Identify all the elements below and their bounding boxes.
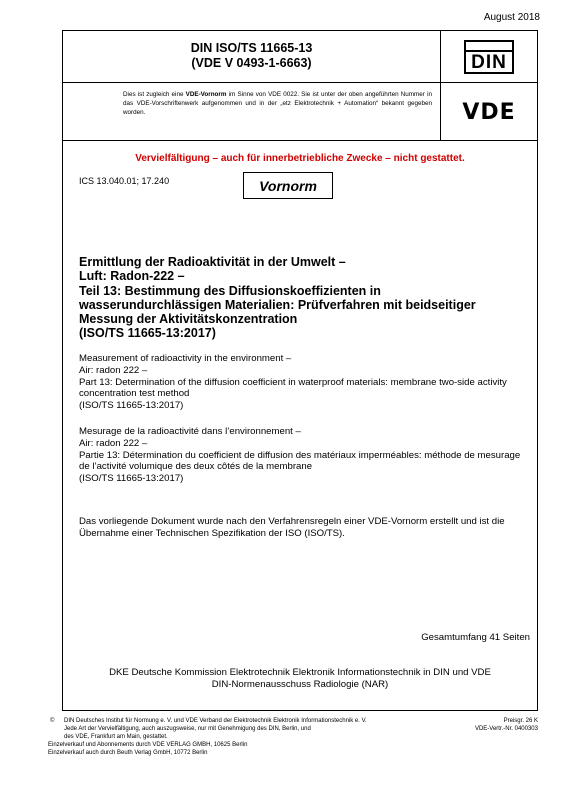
status-badge: Vornorm [243,172,333,199]
title-english [79,353,531,412]
sales-line: Einzelverkauf und Abonnements durch VDE VERLAG GMBH, 10625 Berlin [48,742,248,748]
vde-note-bold: VDE-Vornorm [185,91,227,98]
title-french [79,426,531,485]
din-logo [464,40,514,74]
copyright-line: des VDE, Frankfurt am Main, gestattet. [64,734,168,740]
committee-line: DIN-Normenausschuss Radiologie (NAR) [211,679,389,690]
issue-date: August 2018 [483,12,540,23]
copyright-line [48,717,428,725]
title-fr-line: Partie 13: Détermination du coefficient de diffusion des matériaux imperméables: méthode de mesurage de l’activité volumique des deux côtés de la membrane [79,449,521,473]
title-fr-line: Air: radon 222 – [79,437,148,449]
title-german [79,255,529,341]
title-en-line: Measurement of radioactivity in the environment – [79,353,292,364]
copyright-icon: © [50,718,55,724]
title-de-line: Messung der Aktivitätskonzentration [79,312,298,327]
vde-number: (VDE V 0493-1-6663) [191,56,312,70]
vde-note-prefix: Dies ist zugleich eine [123,91,186,98]
title-de-line: Luft: Radon-222 – [79,269,185,284]
title-en-line: Part 13: Determination of the diffusion coefficient in waterproof materials: membrane two-side activity concentration test method [79,376,507,400]
copyright-text: DIN Deutsches Institut für Normung e. V. und VDE Verband der Elektrotechnik Elektronik Informationstechnik e. V. [64,718,367,724]
din-logo-text: DIN [471,52,507,73]
header-row-note [63,83,537,141]
price-group: Preisgr. 26 K [503,718,538,724]
title-fr-line: Mesurage de la radioactivité dans l’environnement – [79,426,301,437]
standard-number: DIN ISO/TS 11665-13 [190,41,313,55]
sales-line: Einzelverkauf auch durch Beuth Verlag GmbH, 10772 Berlin [48,750,208,756]
vde-note [63,83,441,141]
committee-block [63,667,537,691]
cover-frame [62,30,538,711]
document-designation [63,31,441,83]
title-fr-line: (ISO/TS 11665-13:2017) [79,473,184,485]
header-row-title [63,31,537,83]
title-de-line: Teil 13: Bestimmung des Diffusionskoeffizienten in [79,283,381,298]
ics-code: ICS 13.040.01; 17.240 [79,176,170,186]
title-en-line: Air: radon 222 – [79,364,148,376]
committee-line: DKE Deutsche Kommission Elektrotechnik Elektronik Informationstechnik in DIN und VDE [109,667,491,678]
copyright-line: Jede Art der Vervielfältigung, auch auszugsweise, nur mit Genehmigung des DIN, Berlin, und [64,726,311,732]
din-logo-box [441,31,537,83]
title-en-line: (ISO/TS 11665-13:2017) [79,400,184,412]
title-de-line: wasserundurchlässigen Materialien: Prüfverfahren mit beidseitiger [79,297,476,312]
remark-paragraph: Das vorliegende Dokument wurde nach den Verfahrensregeln einer VDE-Vornorm erstellt und ist die Übernahme einer Technischen Spezifikation der ISO (ISO/TS). [79,516,505,539]
vde-logo: VDE [462,99,516,125]
title-de-line: (ISO/TS 11665-13:2017) [79,326,216,341]
title-de-line: Ermittlung der Radioaktivität in der Umwelt – [79,255,346,269]
footer-right [475,717,538,733]
vde-order-number: VDE-Vertr.-Nr. 0400303 [474,726,538,732]
total-pages: Gesamtumfang 41 Seiten [421,632,530,643]
copy-warning: Vervielfältigung – auch für innerbetriebliche Zwecke – nicht gestattet. [135,153,465,164]
vde-note-suffix: im Sinne von VDE 0022. Sie ist unter der oben angeführten Nummer in das VDE-Vorschriftenwerk aufgenommen und in der „etz Elektrotechnik + Automation“ bekannt gegeben worden. [123,91,432,116]
footer-left [48,717,428,757]
